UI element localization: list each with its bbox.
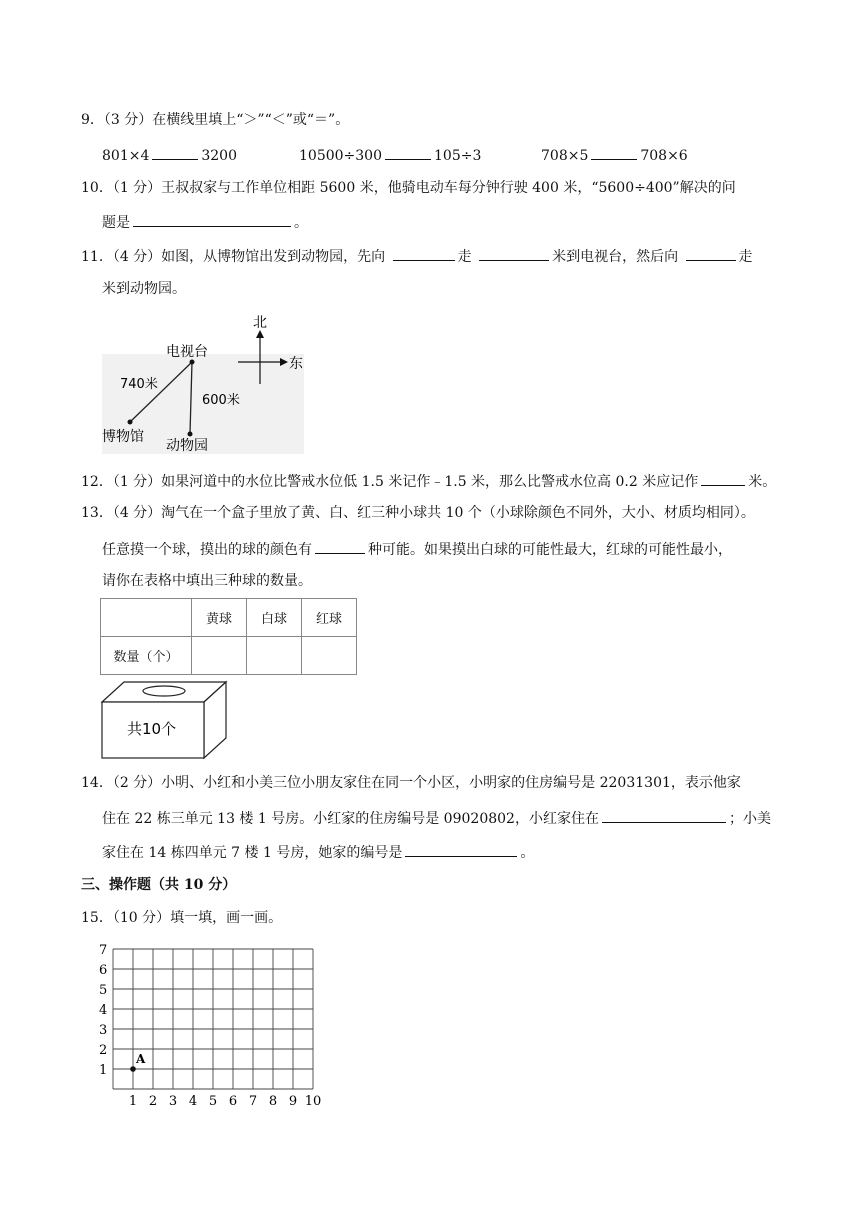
q9-b-blank[interactable]	[385, 144, 431, 160]
q13-line2-pre: 任意摸一个球，摸出的球的颜色有	[102, 542, 312, 558]
q11-distance1-blank[interactable]	[479, 245, 549, 261]
q11-line2-text: 米到动物园。	[102, 281, 186, 297]
yellow-count-cell[interactable]	[192, 637, 247, 675]
point-a-label: A	[136, 1052, 146, 1066]
y-tick-label: 5	[99, 983, 108, 998]
point-a	[130, 1066, 136, 1072]
q9-comparison-c	[541, 144, 688, 166]
q14-xiaohong-address-blank[interactable]	[602, 807, 726, 823]
ball-box-figure	[100, 680, 230, 762]
q14-line2	[102, 807, 771, 829]
q14-line3	[102, 841, 534, 863]
museum-point	[128, 420, 133, 425]
q11-seg3: 米到电视台，然后向	[552, 249, 679, 265]
q14-line1: 14．（2 分）小明、小红和小美三位小朋友家住在同一个小区，小明家的住房编号是 22031301，表示他家	[81, 775, 741, 791]
y-tick-label: 7	[99, 943, 108, 958]
q14-line2-pre: 住在 22 栋三单元 13 楼 1 号房。小红家的住房编号是 09020802，小红家住在	[102, 811, 599, 827]
q15-text: 15．（10 分）填一填，画一画。	[81, 910, 283, 926]
q9-c-blank[interactable]	[591, 144, 637, 160]
q12-text: 12．（1 分）如果河道中的水位比警戒水位低 1.5 米记作﹣1.5 米，那么比警戒水位高 0.2 米应记作	[81, 474, 699, 490]
x-tick-label: 9	[288, 1094, 298, 1109]
q9-a-right: 3200	[201, 148, 237, 164]
museum-label: 博物馆	[102, 429, 144, 445]
x-tick-label: 7	[248, 1094, 258, 1109]
row-label-quantity: 数量（个）	[101, 637, 192, 675]
red-count-cell[interactable]	[302, 637, 357, 675]
x-axis-labels	[129, 1094, 321, 1109]
q13-possibilities-blank[interactable]	[315, 538, 365, 554]
question-9	[81, 110, 349, 130]
q13-line3	[102, 571, 312, 591]
x-tick-label: 8	[268, 1094, 278, 1109]
section-3-title: 三、操作题（共 10 分）	[81, 877, 237, 893]
east-label: 东	[289, 356, 303, 372]
x-tick-label: 1	[128, 1094, 138, 1109]
q14-xiaomei-number-blank[interactable]	[405, 841, 517, 857]
y-tick-label: 1	[99, 1063, 108, 1078]
q14-line2-post: ；小美	[728, 811, 771, 827]
question-15	[81, 908, 282, 928]
header-red-ball: 红球	[302, 599, 357, 637]
q11-direction1-blank[interactable]	[393, 245, 455, 261]
q9-c-left: 708×5	[541, 148, 589, 164]
x-tick-label: 4	[188, 1094, 198, 1109]
ball-count-table	[100, 598, 357, 675]
distance-740-label: 740米	[120, 377, 158, 392]
table-corner-cell	[101, 599, 192, 637]
box-hole-icon	[143, 686, 185, 696]
q12-answer-blank[interactable]	[701, 470, 745, 486]
q13-line2	[102, 538, 732, 560]
q14-line3-pre: 家住在 14 栋四单元 7 楼 1 号房，她家的编号是	[102, 845, 403, 861]
x-tick-label: 3	[168, 1094, 178, 1109]
header-yellow-ball: 黄球	[192, 599, 247, 637]
x-tick-label: 2	[148, 1094, 158, 1109]
q11-seg1: 11．（4 分）如图，从博物馆出发到动物园，先向	[81, 249, 386, 265]
question-11	[81, 245, 753, 267]
q11-seg2: 走	[457, 249, 472, 265]
section-3-heading	[81, 875, 236, 895]
box-label: 共10个	[127, 720, 177, 738]
table-row	[101, 637, 357, 675]
q9-comparison-b	[299, 144, 481, 166]
q12-post: 米。	[748, 474, 777, 490]
tv-point	[190, 360, 195, 365]
q9-comparison-a	[102, 144, 237, 166]
header-white-ball: 白球	[247, 599, 302, 637]
y-tick-label: 4	[99, 1003, 108, 1018]
q10-line2-pre: 题是	[102, 215, 130, 231]
q14-line3-post: 。	[520, 845, 535, 861]
q9-a-left: 801×4	[102, 148, 150, 164]
distance-600-label: 600米	[202, 393, 240, 408]
q11-map-figure	[100, 310, 310, 456]
q10-line2	[102, 211, 308, 233]
q13-line3-text: 请你在表格中填出三种球的数量。	[102, 573, 312, 589]
coordinate-grid[interactable]	[96, 938, 326, 1110]
q10-answer-blank[interactable]	[133, 211, 291, 227]
q9-b-right: 105÷3	[434, 148, 482, 164]
question-12	[81, 470, 776, 492]
grid-lines	[113, 949, 313, 1089]
north-label: 北	[253, 315, 267, 331]
white-count-cell[interactable]	[247, 637, 302, 675]
q9-text: 9．（3 分）在横线里填上“＞”“＜”或“＝”。	[81, 112, 350, 128]
y-tick-label: 6	[99, 963, 108, 978]
x-tick-label: 5	[208, 1094, 218, 1109]
y-tick-label: 2	[99, 1043, 108, 1058]
q13-line2-post: 种可能。如果摸出白球的可能性最大，红球的可能性最小，	[368, 542, 732, 558]
q9-a-blank[interactable]	[152, 144, 198, 160]
q10-line2-post: 。	[294, 215, 308, 231]
zoo-point	[188, 432, 193, 437]
table-header-row	[101, 599, 357, 637]
q11-direction2-blank[interactable]	[686, 245, 736, 261]
q13-line1: 13．（4 分）淘气在一个盒子里放了黄、白、红三种小球共 10 个（小球除颜色不同外，大小、材质均相同）。	[81, 505, 755, 521]
tv-label: 电视台	[166, 344, 208, 360]
x-tick-label: 10	[304, 1094, 322, 1109]
q11-line2	[102, 279, 186, 299]
question-13	[81, 503, 755, 523]
q11-seg4: 走	[738, 249, 753, 265]
zoo-label: 动物园	[166, 438, 208, 454]
q9-c-right: 708×6	[640, 148, 688, 164]
x-tick-label: 6	[228, 1094, 238, 1109]
q10-line1: 10．（1 分）王叔叔家与工作单位相距 5600 米，他骑电动车每分钟行驶 400 米，“5600÷400”解决的问	[81, 180, 736, 196]
q9-b-left: 10500÷300	[299, 148, 382, 164]
y-axis-labels	[99, 943, 107, 1078]
question-10	[81, 178, 736, 198]
y-tick-label: 3	[99, 1023, 108, 1038]
question-14	[81, 773, 741, 793]
